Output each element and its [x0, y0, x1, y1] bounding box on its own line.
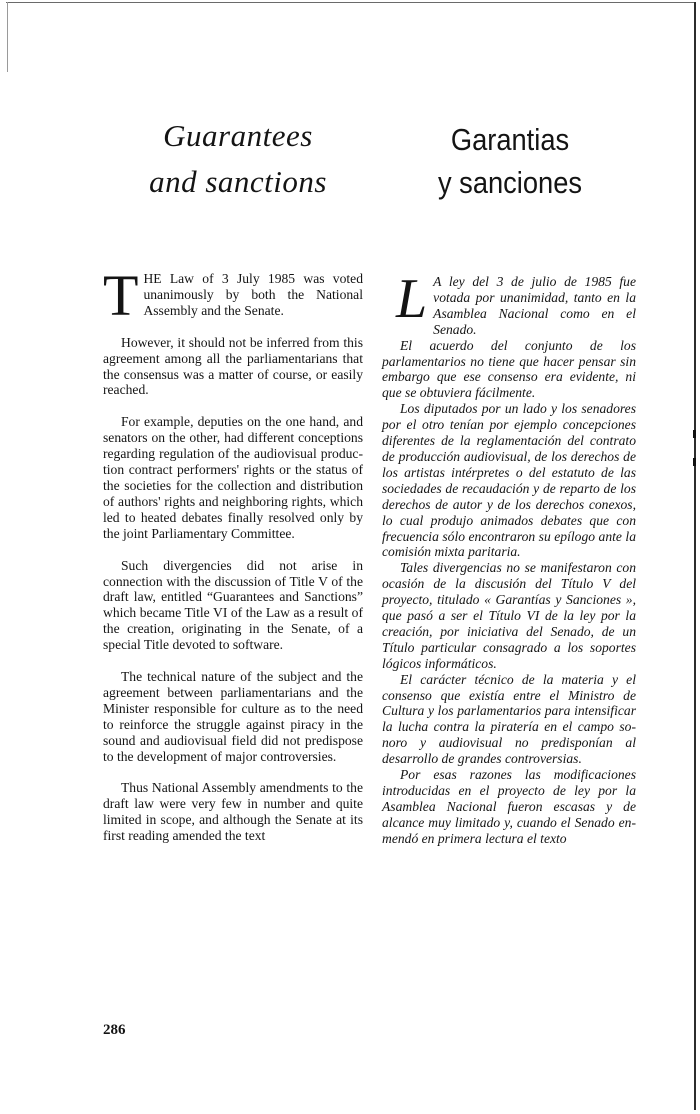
spanish-paragraph-2: El acuerdo del conjunto de los parlamentarios no tiene que hacer pensar sin embargo que ese consenso era evidente, ni que se obtuviera fácilmente.	[382, 337, 636, 401]
page-number: 286	[103, 1022, 126, 1038]
spanish-title-line-1: Garantias	[450, 122, 570, 157]
english-title	[110, 113, 366, 205]
english-title-line-1: Guarantees	[163, 118, 313, 153]
scan-mark	[693, 430, 696, 438]
english-paragraph-1	[103, 263, 363, 328]
spanish-paragraph-1-text: A ley del 3 de julio de 1985 fue votada por unanimidad, tanto en la Asamblea Nacional como en el Senado.	[433, 274, 636, 337]
spanish-paragraph-3: Los diputados por un lado y los senadores por el otro tenían por ejemplo concepciones diferentes de la reglamentación del contrato de producción audiovisual, de los derechos de los artistas intérpretes o del estatuto de las sociedades de recaudación y de reparto de los derechos de autor y de los derechos conexos, lo cual produjo animados debates que con frecuencia sólo encontraron su epílogo ante la comisión mixta paritaria.	[382, 401, 636, 560]
spanish-dropcap: L	[396, 268, 428, 330]
spanish-title	[409, 118, 611, 204]
english-paragraph-4: Such divergencies did not arise in connection with the discussion of Title V of the draft law, entitled “Guarantees and Sanctions” which became Title VI of the Law as a result of the creation, originating in the Senate, of a special Title devoted to software.	[103, 557, 363, 653]
spanish-paragraph-5: El carácter técnico de la materia y el consenso que existía entre el Ministro de Cultura y los parlamentarios para intensificar la lucha contra la piratería en el campo sonoro y audiovisual no predisponían al desarrollo de grandes controversias.	[382, 671, 636, 767]
scan-mark	[693, 458, 696, 466]
page-edge-right	[694, 2, 696, 1110]
english-dropcap: T	[103, 263, 139, 328]
spanish-column	[382, 268, 636, 847]
spanish-paragraph-6: Por esas razones las modificaciones introducidas en el proyecto de ley por la Asamblea Nacional fueron escasas y de alcance muy limitado y, cuando el Senado enmendó en primera lectura el texto	[382, 767, 636, 846]
spanish-title-line-2: y sanciones	[437, 165, 583, 200]
english-paragraph-1-text: HE Law of 3 July 1985 was voted unanimously by both the National Assembly and the Senate.	[143, 271, 363, 318]
english-paragraph-5: The technical nature of the subject and the agreement between parliamentarians and the Minister responsible for culture as to the need to reinforce the struggle against piracy in the sound and audiovisual field did not predispose to the development of major controversies.	[103, 669, 363, 764]
english-paragraph-2: However, it should not be inferred from this agreement among all the parliamentarians that the consensus was a matter of course, or easily reached.	[103, 334, 363, 398]
spanish-paragraph-4: Tales divergencias no se manifestaron con ocasión de la discusión del Título V del proyecto, titulado « Garantías y Sanciones », que pasó a ser el Título VI de la ley por la creación, por iniciativa del Senado, de un Título particular consagrado a los soportes lógicos informáticos.	[382, 560, 636, 671]
english-paragraph-3: For example, deputies on the one hand, and senators on the other, had different conceptions regarding regulation of the audiovisual production contract performers' rights or the status of the societies for the collection and distribution of authors' rights and neighboring rights, which led to heated debates finally resolved only by the joint Parliamentary Committee.	[103, 414, 363, 541]
spanish-paragraph-1	[382, 268, 636, 338]
english-title-line-2: and sanctions	[149, 164, 327, 199]
english-paragraph-6: Thus National Assembly amendments to the draft law were very few in number and quite limited in scope, and although the Senate at its first reading amended the text	[103, 780, 363, 844]
english-column	[103, 263, 363, 860]
page-edge-top	[6, 2, 696, 3]
page-edge-left	[7, 2, 8, 72]
